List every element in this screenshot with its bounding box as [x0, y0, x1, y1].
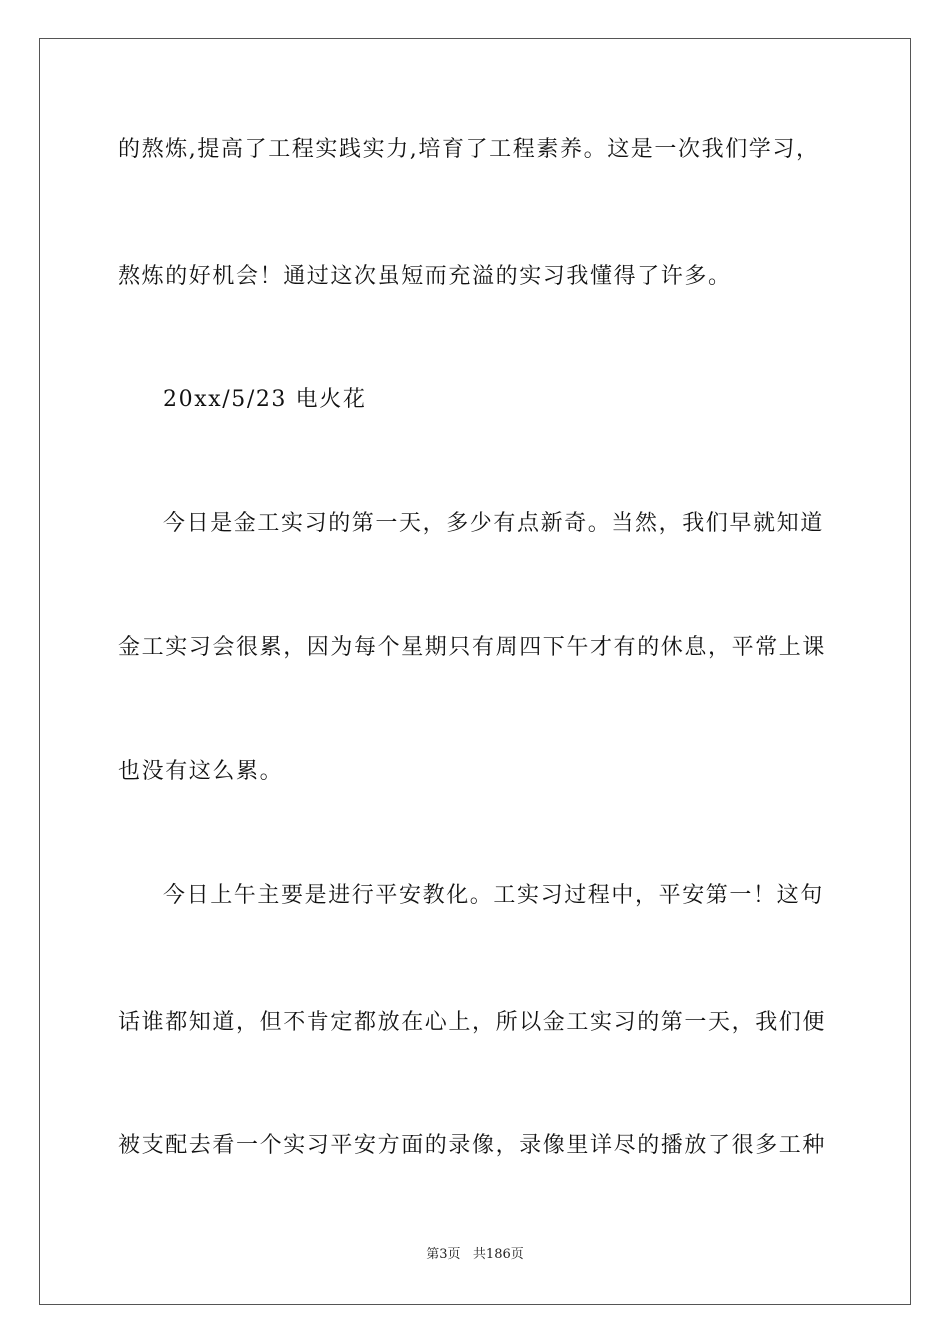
total-pages: 共186页 — [472, 1247, 524, 1262]
body-text-line-7: 话谁都知道，但不肯定都放在心上，所以金工实习的第一天，我们便 — [118, 1010, 827, 1035]
page-frame — [39, 38, 911, 1305]
body-text-line-2: 熬炼的好机会！通过这次虽短而充溢的实习我懂得了许多。 — [118, 264, 732, 289]
page-footer — [0, 1245, 950, 1265]
section-date-heading: 20xx/5/23 电火花 — [163, 387, 367, 412]
body-text-line-5: 也没有这么累。 — [118, 759, 284, 784]
body-text-line-1: 的熬炼,提高了工程实践实力,培育了工程素养。这是一次我们学习， — [118, 137, 820, 162]
body-text-line-4: 金工实习会很累，因为每个星期只有周四下午才有的休息，平常上课 — [118, 635, 827, 660]
body-text-line-3: 今日是金工实习的第一天，多少有点新奇。当然，我们早就知道 — [163, 511, 824, 536]
body-text-line-6: 今日上午主要是进行平安教化。工实习过程中，平安第一！这句 — [163, 883, 824, 908]
body-text-line-8: 被支配去看一个实习平安方面的录像，录像里详尽的播放了很多工种 — [118, 1133, 827, 1158]
page-number: 第3页 — [426, 1247, 461, 1262]
